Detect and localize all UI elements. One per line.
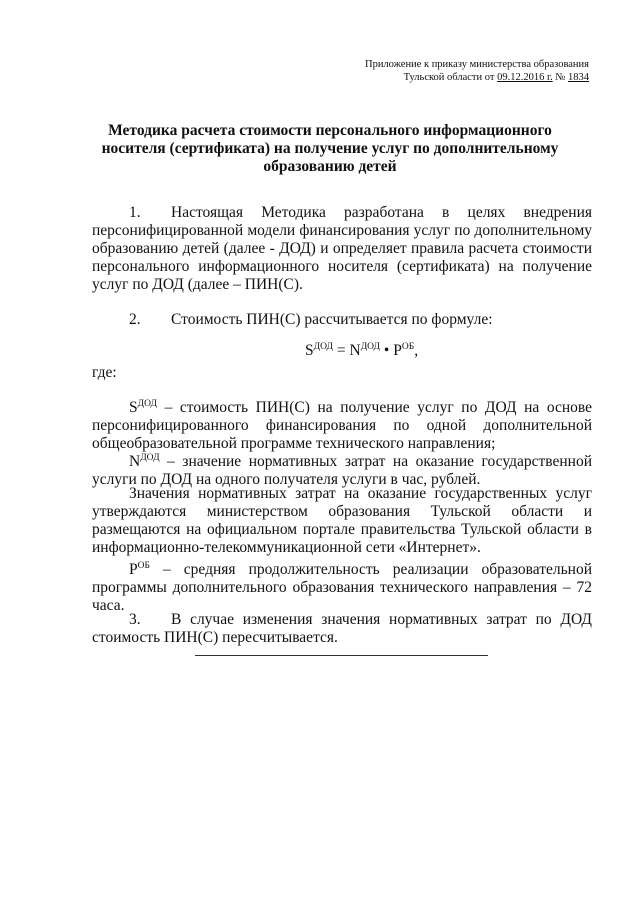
- definition-p-text: – средняя продолжительность реализации образовательной программы дополнительного образования технического направления – 72 часа.: [92, 561, 592, 614]
- paragraph-1-text: Настоящая Методика разработана в целях внедрения персонифицированной модели финансирования услуг по дополнительному образованию детей (далее - ДОД) и определяет правила расчета стоимости персонального информационного носителя (сертификата) на получение услуг по ДОД (далее – ПИН(С).: [92, 204, 592, 293]
- header-prefix: Тульской области от: [403, 72, 498, 83]
- definition-n-text: – значение нормативных затрат на оказание государственной услуги по ДОД на одного получателя услуги в час, рублей.: [92, 453, 592, 488]
- definition-p-symbol: P: [129, 561, 138, 578]
- formula-s-sup: ДОД: [313, 342, 333, 352]
- paragraph-2: [92, 311, 592, 329]
- definition-p-sup: ОБ: [137, 561, 150, 571]
- normative-costs-paragraph: Значения нормативных затрат на оказание государственных услуг утверждаются министерством образования Тульской области и размещаются на официальном портале правительства Тульской области в информационно-телекоммуникационной сети «Интернет».: [92, 485, 592, 556]
- formula-dot: •: [380, 342, 394, 359]
- paragraph-2-text: Стоимость ПИН(С) рассчитывается по формуле:: [171, 311, 493, 328]
- definition-s-sup: ДОД: [137, 399, 157, 409]
- definition-s: [92, 395, 592, 453]
- where-label: где:: [92, 364, 117, 381]
- paragraph-3-text: В случае изменения значения нормативных затрат по ДОД стоимость ПИН(С) пересчитывается.: [92, 611, 592, 646]
- formula-p-sup: ОБ: [401, 342, 415, 352]
- header-line2: [339, 71, 589, 84]
- definition-s-symbol: S: [129, 399, 138, 416]
- paragraph-2-number: 2.: [129, 311, 141, 328]
- definition-n-sup: ДОД: [140, 453, 160, 463]
- paragraph-3-number: 3.: [129, 611, 141, 628]
- document-title: Методика расчета стоимости персонального информационного носителя (сертификата) на получение услуг по дополнительному образованию детей: [101, 122, 559, 175]
- definition-n-symbol: N: [129, 453, 141, 470]
- document-header: [339, 58, 589, 84]
- formula-s: S: [305, 342, 314, 359]
- header-date: 09.12.2016 г.: [497, 72, 553, 83]
- formula-eq: =: [332, 342, 350, 359]
- definition-n: [92, 449, 592, 489]
- formula: [305, 342, 418, 360]
- definition-p: [92, 557, 592, 615]
- header-no-sign: №: [552, 72, 568, 83]
- paragraph-3: [92, 611, 592, 647]
- formula-tail: ,: [414, 342, 419, 359]
- header-line1: Приложение к приказу министерства образования: [364, 59, 589, 70]
- paragraph-1-number: 1.: [129, 204, 141, 221]
- formula-n: N: [349, 342, 361, 359]
- header-number: 1834: [568, 72, 589, 83]
- formula-n-sup: ДОД: [360, 342, 381, 352]
- definition-s-text: – стоимость ПИН(С) на получение услуг по ДОД на основе персонифицированного финансирования по одной дополнительной общеобразовательной программе технического направления;: [92, 399, 592, 452]
- end-divider: [195, 655, 488, 656]
- paragraph-1: [92, 204, 592, 294]
- formula-p: P: [393, 342, 402, 359]
